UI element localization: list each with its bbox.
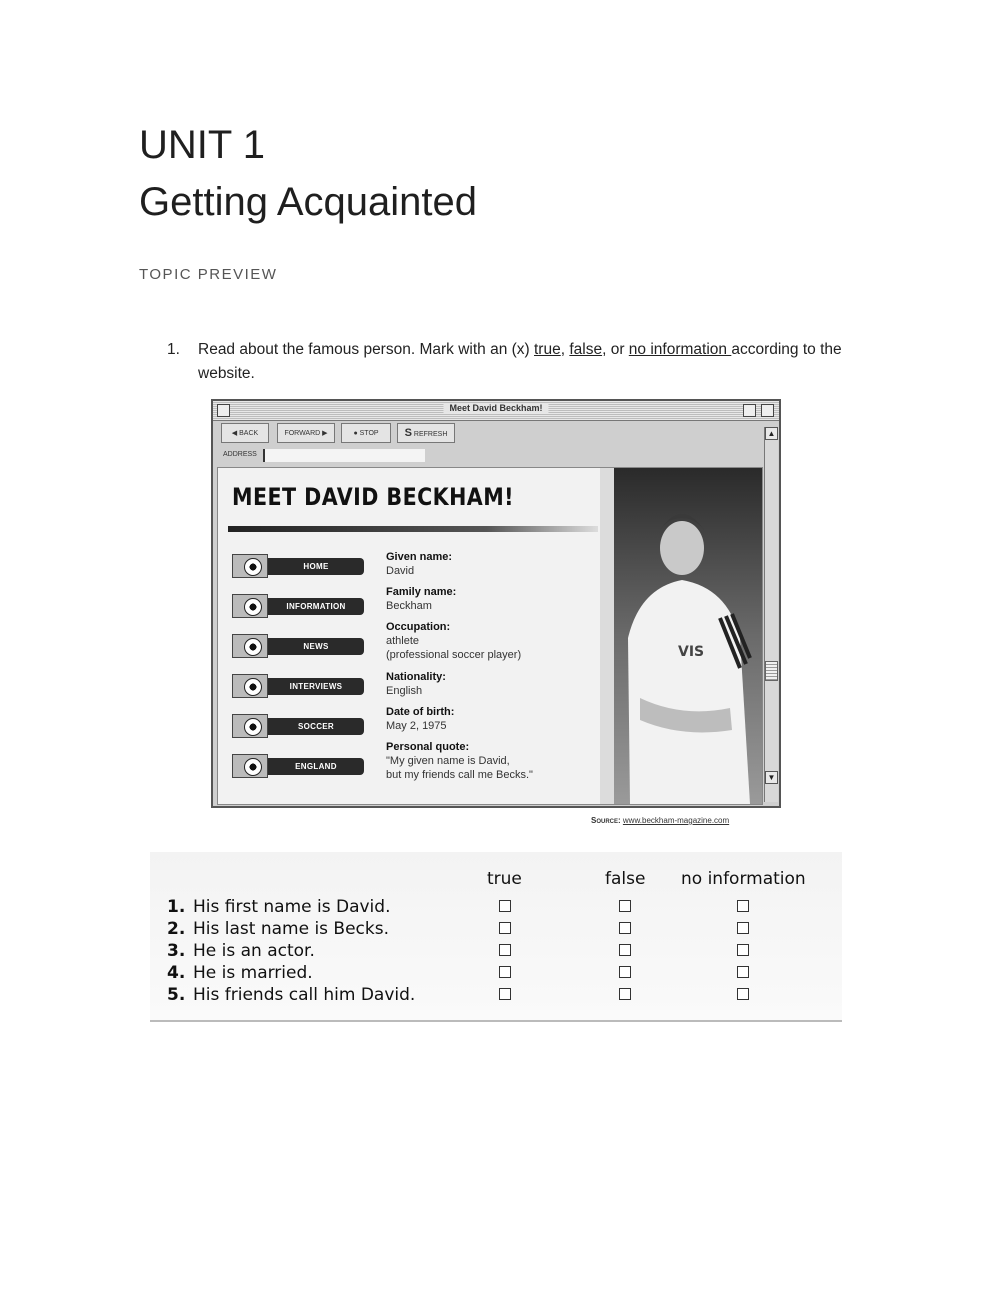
refresh-button[interactable]	[397, 423, 455, 443]
nav-label: ENGLAND	[268, 758, 364, 775]
checkbox-q4-false[interactable]	[619, 966, 631, 978]
family-name-label: Family name:	[386, 586, 457, 598]
instruction-number: 1.	[167, 341, 180, 358]
checkbox-q4-noinfo[interactable]	[737, 966, 749, 978]
sep: , or	[602, 341, 629, 358]
stop-label: STOP	[359, 430, 379, 437]
browser-window	[211, 399, 781, 808]
checkbox-q1-noinfo[interactable]	[737, 900, 749, 912]
item-text: He is an actor.	[193, 941, 315, 961]
item-text: His friends call him David.	[193, 985, 416, 1005]
quiz-item	[167, 919, 487, 939]
checkbox-q4-true[interactable]	[499, 966, 511, 978]
quiz-table	[150, 852, 842, 1022]
browser-window-title: Meet David Beckham!	[443, 403, 548, 413]
address-bar	[223, 449, 523, 463]
source-credit	[591, 816, 729, 825]
checkbox-q1-false[interactable]	[619, 900, 631, 912]
unit-subtitle: Getting Acquainted	[139, 180, 478, 224]
checkbox-q5-noinfo[interactable]	[737, 988, 749, 1000]
forward-button[interactable]	[277, 423, 335, 443]
quiz-item	[167, 897, 487, 917]
back-arrow-icon: ◀	[231, 430, 238, 437]
web-page-content	[217, 467, 763, 805]
zoom-box-icon[interactable]	[743, 404, 756, 417]
nav-button-soccer[interactable]	[232, 714, 364, 738]
quote-line-2: but my friends call me Becks."	[386, 769, 533, 781]
refresh-icon: S	[404, 427, 412, 439]
checkbox-q2-false[interactable]	[619, 922, 631, 934]
address-input[interactable]	[263, 449, 425, 462]
unit-title: UNIT 1	[139, 123, 265, 167]
collapse-box-icon[interactable]	[761, 404, 774, 417]
dob-value: May 2, 1975	[386, 720, 447, 732]
browser-title-bar	[213, 401, 779, 421]
refresh-label: REFRESH	[413, 431, 448, 438]
occupation-label: Occupation:	[386, 621, 451, 633]
instruction-before: Read about the famous person. Mark with an (x)	[198, 341, 534, 358]
option-true-text: true	[534, 341, 561, 358]
occupation-detail: (professional soccer player)	[386, 649, 522, 661]
quiz-item	[167, 941, 487, 961]
nav-button-home[interactable]	[232, 554, 364, 578]
vertical-scrollbar[interactable]	[764, 427, 778, 802]
checkbox-q2-true[interactable]	[499, 922, 511, 934]
item-number: 2.	[167, 919, 186, 939]
forward-arrow-icon: ▶	[322, 430, 328, 437]
item-text: He is married.	[193, 963, 313, 983]
source-url: www.beckham-magazine.com	[622, 816, 730, 825]
nav-button-information[interactable]	[232, 594, 364, 618]
close-box-icon[interactable]	[217, 404, 230, 417]
item-number: 3.	[167, 941, 186, 961]
given-name-label: Given name:	[386, 551, 453, 563]
back-label: BACK	[239, 430, 259, 437]
soccer-ball-icon	[232, 714, 268, 738]
column-header-false: false	[605, 869, 646, 889]
checkbox-q3-noinfo[interactable]	[737, 944, 749, 956]
headline-underline	[228, 526, 598, 532]
scroll-down-arrow-icon[interactable]: ▼	[765, 771, 778, 784]
soccer-ball-icon	[232, 674, 268, 698]
scroll-up-arrow-icon[interactable]: ▲	[765, 427, 778, 440]
nationality-label: Nationality:	[386, 671, 446, 683]
source-label: Source:	[591, 816, 621, 825]
dob-label: Date of birth:	[386, 706, 455, 718]
stop-button[interactable]	[341, 423, 391, 443]
scroll-thumb[interactable]	[765, 661, 778, 681]
forward-label: FORWARD	[284, 430, 321, 437]
nav-label: INFORMATION	[268, 598, 364, 615]
instruction-text	[198, 338, 858, 386]
soccer-ball-icon	[232, 554, 268, 578]
given-name-value: David	[386, 565, 415, 577]
checkbox-q2-noinfo[interactable]	[737, 922, 749, 934]
checkbox-q5-false[interactable]	[619, 988, 631, 1000]
nav-label: NEWS	[268, 638, 364, 655]
quote-label: Personal quote:	[386, 741, 470, 753]
back-button[interactable]	[221, 423, 269, 443]
nav-label: SOCCER	[268, 718, 364, 735]
item-number: 4.	[167, 963, 186, 983]
address-label: ADDRESS	[223, 451, 257, 458]
browser-toolbar	[217, 423, 757, 445]
quiz-item	[167, 963, 487, 983]
topic-preview-heading: TOPIC PREVIEW	[139, 266, 278, 283]
nationality-value: English	[386, 685, 423, 697]
instruction-after: according to the website.	[198, 341, 842, 382]
checkbox-q5-true[interactable]	[499, 988, 511, 1000]
item-text: His first name is David.	[193, 897, 391, 917]
soccer-ball-icon	[232, 634, 268, 658]
svg-text:VIS: VIS	[678, 644, 705, 660]
column-header-true: true	[487, 869, 522, 889]
option-false-text: false	[569, 341, 603, 358]
item-number: 1.	[167, 897, 186, 917]
beckham-photo	[600, 468, 762, 804]
quote-line-1: "My given name is David,	[386, 755, 510, 767]
occupation-value: athlete	[386, 635, 420, 647]
sep: ,	[560, 341, 570, 358]
checkbox-q3-false[interactable]	[619, 944, 631, 956]
item-number: 5.	[167, 985, 186, 1005]
nav-label: INTERVIEWS	[268, 678, 364, 695]
nav-label: HOME	[268, 558, 364, 575]
quiz-item	[167, 985, 487, 1005]
stop-icon: ●	[353, 430, 358, 437]
nav-button-england[interactable]	[232, 754, 364, 778]
option-noinfo-text: no information	[628, 341, 732, 358]
nav-button-interviews[interactable]	[232, 674, 364, 698]
soccer-ball-icon	[232, 594, 268, 618]
column-header-no-information: no information	[681, 869, 806, 889]
family-name-value: Beckham	[386, 600, 432, 612]
soccer-ball-icon	[232, 754, 268, 778]
item-text: His last name is Becks.	[193, 919, 390, 939]
checkbox-q1-true[interactable]	[499, 900, 511, 912]
nav-button-news[interactable]	[232, 634, 364, 658]
checkbox-q3-true[interactable]	[499, 944, 511, 956]
page-headline: MEET DAVID BECKHAM!	[232, 483, 515, 511]
